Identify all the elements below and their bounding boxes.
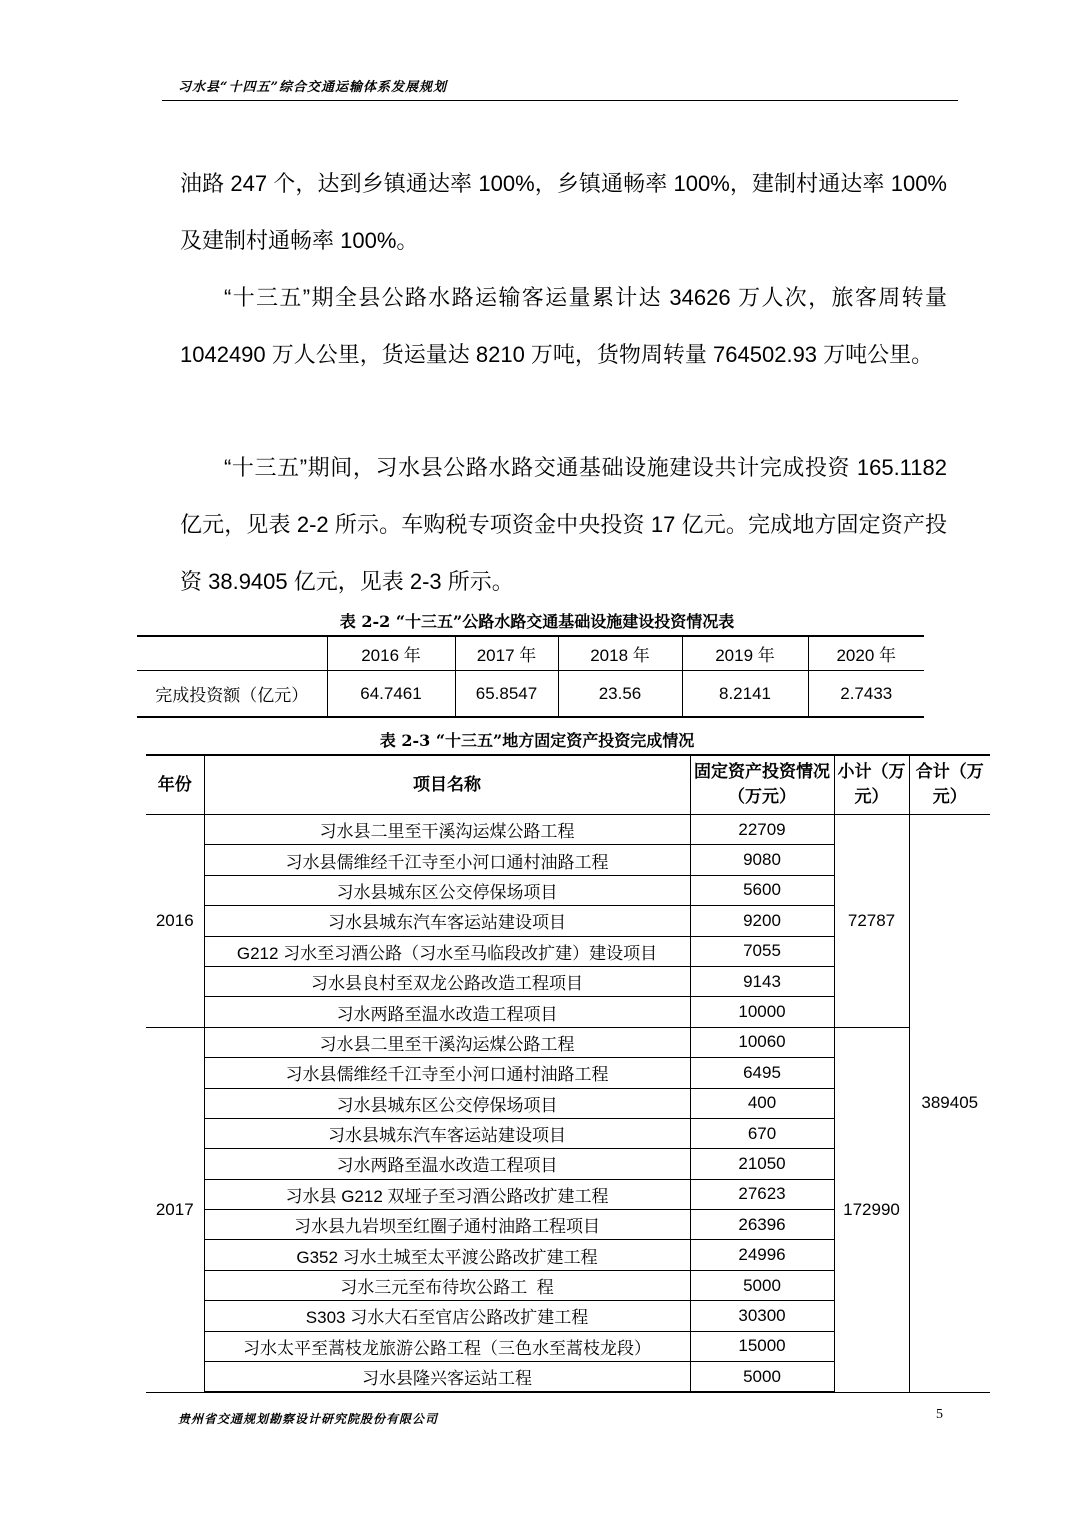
- investment-amount-cell: 9200: [690, 906, 834, 936]
- subtotal-cell: 72787: [834, 815, 909, 1028]
- investment-amount-cell: 26396: [690, 1210, 834, 1240]
- project-name-cell: 习水三元至布待坎公路工 程: [204, 1270, 690, 1300]
- investment-amount-cell: 7055: [690, 936, 834, 966]
- investment-amount-cell: 9080: [690, 845, 834, 875]
- year-cell: 2017: [146, 1027, 204, 1392]
- investment-amount-cell: 6495: [690, 1058, 834, 1088]
- header-divider: [162, 100, 958, 101]
- table-2-2-corner-cell: [137, 636, 327, 671]
- table-row: [146, 1027, 990, 1057]
- project-name-cell: G212 习水至习酒公路（习水至马临段改扩建）建设项目: [204, 936, 690, 966]
- project-name-cell: 习水太平至蒿枝龙旅游公路工程（三色水至蒿枝龙段）: [204, 1331, 690, 1361]
- project-name-cell: 习水县城东区公交停保场项目: [204, 875, 690, 905]
- footer-company: 贵州省交通规划勘察设计研究院股份有限公司: [178, 1412, 439, 1426]
- investment-amount-cell: 5600: [690, 875, 834, 905]
- investment-amount-cell: 670: [690, 1118, 834, 1148]
- grand-total-cell: 389405: [909, 815, 990, 1393]
- paragraph-3: “十三五”期间，习水县公路水路交通基础设施建设共计完成投资 165.1182 亿元，见表 2-2 所示。车购税专项资金中央投资 17 亿元。完成地方固定资产投资 38.9405 亿元，见表 2-3 所示。: [180, 455, 947, 594]
- project-name-cell: 习水两路至温水改造工程项目: [204, 997, 690, 1027]
- project-name-cell: 习水县九岩坝至红圈子通村油路工程项目: [204, 1210, 690, 1240]
- table-2-2: [137, 635, 924, 718]
- project-name-cell: 习水县儒维经千江寺至小河口通村油路工程: [204, 1058, 690, 1088]
- investment-amount-cell: 27623: [690, 1179, 834, 1209]
- investment-value: 23.56: [558, 671, 682, 718]
- investment-amount-cell: 22709: [690, 815, 834, 845]
- investment-value: 2.7433: [808, 671, 924, 718]
- project-name-cell: 习水县隆兴客运站工程: [204, 1362, 690, 1393]
- table-row: [146, 815, 990, 845]
- running-header: 习水县“十四五”综合交通运输体系发展规划: [178, 80, 447, 95]
- project-name-cell: 习水县城东汽车客运站建设项目: [204, 1118, 690, 1148]
- table-2-2-header-row: [137, 636, 924, 671]
- investment-amount-cell: 15000: [690, 1331, 834, 1361]
- project-name-cell: 习水两路至温水改造工程项目: [204, 1149, 690, 1179]
- investment-amount-cell: 400: [690, 1088, 834, 1118]
- investment-amount-cell: 30300: [690, 1301, 834, 1331]
- row-label: 完成投资额（亿元）: [137, 671, 327, 718]
- year-header: 2018 年: [558, 636, 682, 671]
- investment-amount-cell: 10000: [690, 997, 834, 1027]
- project-name-cell: S303 习水大石至官店公路改扩建工程: [204, 1301, 690, 1331]
- table-2-3-caption: 表 2-3 “十三五”地方固定资产投资完成情况: [379, 731, 695, 750]
- subtotal-cell: 172990: [834, 1027, 909, 1392]
- investment-amount-cell: 10060: [690, 1027, 834, 1057]
- investment-value: 8.2141: [682, 671, 808, 718]
- year-header: 2019 年: [682, 636, 808, 671]
- paragraph-2: “十三五”期全县公路水路运输客运量累计达 34626 万人次，旅客周转量 1042490 万人公里，货运量达 8210 万吨，货物周转量 764502.93 万吨公里。: [180, 285, 947, 367]
- project-name-cell: 习水县城东区公交停保场项目: [204, 1088, 690, 1118]
- table-2-2-caption: 表 2-2 “十三五”公路水路交通基础设施建设投资情况表: [339, 612, 735, 631]
- page-number: 5: [936, 1407, 943, 1422]
- project-name-cell: 习水县二里至干溪沟运煤公路工程: [204, 1027, 690, 1057]
- investment-amount-cell: 9143: [690, 966, 834, 996]
- year-header: 2016 年: [327, 636, 455, 671]
- project-column-header: 项目名称: [204, 755, 690, 815]
- project-name-cell: G352 习水土城至太平渡公路改扩建工程: [204, 1240, 690, 1270]
- project-name-cell: 习水县二里至干溪沟运煤公路工程: [204, 815, 690, 845]
- year-header: 2020 年: [808, 636, 924, 671]
- subtotal-column-header: 小计（万元）: [834, 755, 909, 815]
- investment-amount-cell: 5000: [690, 1270, 834, 1300]
- table-2-3-header-row: [146, 755, 990, 815]
- project-name-cell: 习水县城东汽车客运站建设项目: [204, 906, 690, 936]
- table-2-2-value-row: [137, 671, 924, 718]
- project-name-cell: 习水县 G212 双垭子至习酒公路改扩建工程: [204, 1179, 690, 1209]
- table-2-3: [146, 754, 990, 1393]
- project-name-cell: 习水县儒维经千江寺至小河口通村油路工程: [204, 845, 690, 875]
- investment-value: 64.7461: [327, 671, 455, 718]
- paragraph-1: 油路 247 个，达到乡镇通达率 100%，乡镇通畅率 100%，建制村通达率 100%及建制村通畅率 100%。: [180, 171, 947, 253]
- investment-amount-cell: 21050: [690, 1149, 834, 1179]
- total-column-header: 合计（万元）: [909, 755, 990, 815]
- investment-amount-cell: 5000: [690, 1362, 834, 1393]
- investment-value: 65.8547: [455, 671, 558, 718]
- year-cell: 2016: [146, 815, 204, 1028]
- year-column-header: 年份: [146, 755, 204, 815]
- investment-column-header: 固定资产投资情况（万元）: [690, 755, 834, 815]
- investment-amount-cell: 24996: [690, 1240, 834, 1270]
- year-header: 2017 年: [455, 636, 558, 671]
- project-name-cell: 习水县良村至双龙公路改造工程项目: [204, 966, 690, 996]
